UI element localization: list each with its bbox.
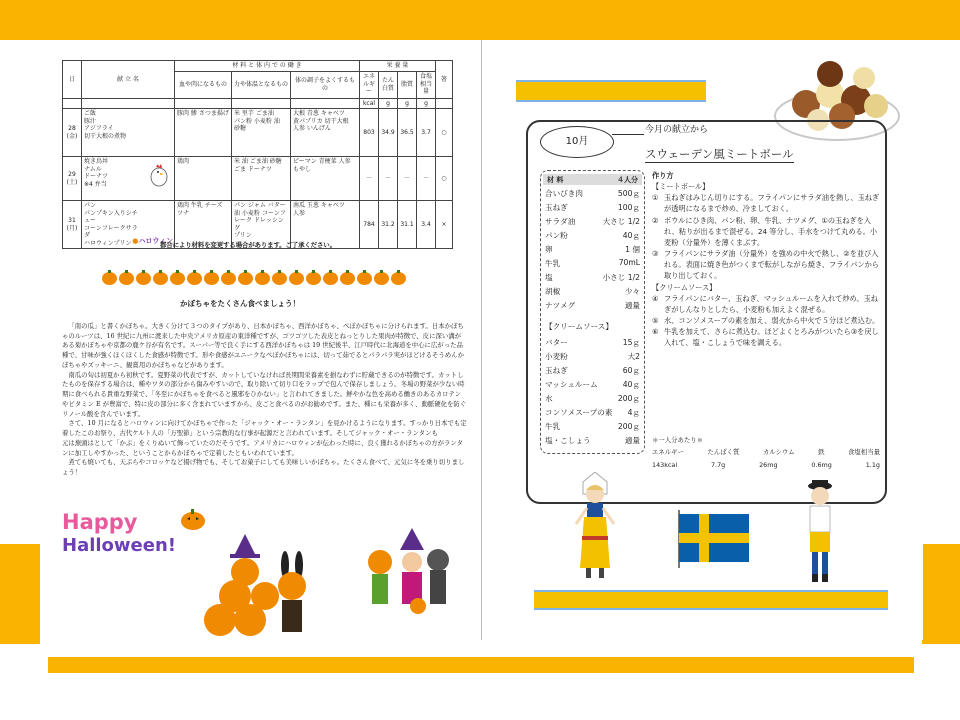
essay-body — [62, 322, 467, 478]
month-badge: 10月 — [540, 126, 614, 158]
bunny-kid — [278, 551, 306, 632]
pumpkin-icon — [180, 508, 206, 530]
essay-paragraph: 「南の瓜」と書くかぼちゃ。大きく分けて３つのタイプがあり、日本かぼちゃ、西洋かぼちゃ、ぺぽかぼちゃに分けられます。日本かぼちゃのルーツは、16 世紀に九州に渡来した中央アメリカ原産の東洋種ですが、ゴツゴツした表皮とねっとりした果肉が特徴で、皮に深い溝がある菊かぼちゃや京都の鹿ケ谷が有名です。スーパー等で良く手にする西洋かぼちゃは 19 世紀後半、江戸時代に北海道を中心に広がった品種で、甘味が強くほくほくした食感が特徴です。形や食感がユニークなぺぽかぼちゃには、切って茹でるとパラパラ実がほどけるそうめんかぼちゃやズッキーニ、観賞用のかぼちゃなどがあります。 — [62, 322, 464, 369]
method-step: ⑤ 水、コンソメスープの素を加え、弱火から中火で５分ほど煮込む。 — [652, 316, 880, 326]
nutrition-info — [652, 435, 880, 469]
method-step: ② ボウルにひき肉、パン粉、卵、牛乳、ナツメグ、①の玉ねぎを入れ、粘りが出るまで混ぜる。24 等分し、手水をつけて丸める。小麦粉（分量外）を薄くまぶす。 — [652, 215, 878, 247]
row-menu: ご飯 豚汁 アジフライ 切干大根の煮物 — [82, 109, 175, 157]
th-protein: たん白質 — [379, 71, 398, 98]
pumpkin-icon — [374, 272, 389, 285]
ingredient-row: ナツメグ 適量 — [545, 301, 640, 310]
pumpkin-icon — [238, 272, 253, 285]
halloween-text: Halloween! — [62, 535, 176, 557]
ingredients-box — [540, 170, 645, 454]
ingredient-row: 小麦粉 大2 — [545, 352, 640, 361]
row-body: 鶏肉 — [175, 157, 232, 201]
th-fat: 脂質 — [398, 71, 417, 98]
pumpkin-icon — [187, 272, 202, 285]
th-ingredients: 材 料 と 体 内 で の 働 き — [175, 61, 360, 72]
row-energy-src: パン ジャム バター 油 小麦粉 コーンフ レーク ドレッシング プリン — [232, 201, 291, 249]
ingredient-row: 玉ねぎ 60ｇ — [545, 366, 640, 375]
method-step: ⑥ 牛乳を加えて、さらに煮込む。ほどよくとろみがついたら③を戻し入れて、塩・こしょうで味を調える。 — [652, 327, 879, 348]
row-salt: 3.7 — [417, 109, 436, 157]
chicken-icon — [148, 163, 170, 187]
row-regulate: ピーマン 青梗菜 人参 もやし — [291, 157, 360, 201]
row-protein: 31.2 — [379, 201, 398, 249]
pumpkin-icon — [306, 272, 321, 285]
connector-line — [612, 134, 644, 135]
row-energy: 803 — [360, 109, 379, 157]
happy-halloween-logo — [62, 510, 176, 557]
pumpkin-icon — [221, 272, 236, 285]
top-band — [0, 0, 960, 40]
servings-label: ４人分 — [617, 175, 638, 184]
unit-g: g — [398, 98, 417, 109]
method-title: 作り方 — [652, 171, 674, 180]
row-body: 鶏肉 牛乳 チーズ ツナ — [175, 201, 232, 249]
row-menu: パン パンプキン入りシチュー コーンフレークサラダ ハロウィンプリン — [84, 202, 138, 247]
row-menu: 焼き鳥丼 ナムル ドーナツ ※4 弁当 — [84, 158, 109, 188]
th-day: 日 — [63, 61, 82, 99]
row-check: ○ — [436, 157, 453, 201]
per-person-label: ＊一人分あたり＊ — [652, 436, 704, 444]
ingredient-row: サラダ油 大さじ 1/2 — [545, 217, 640, 226]
right-band — [922, 544, 960, 644]
method-step: ④ フライパンにバター、玉ねぎ、マッシュルームを入れて炒め、玉ねぎがしんなりとしたら、小麦粉も加えよく混ぜる。 — [652, 293, 878, 314]
method-steps — [652, 170, 880, 349]
happy-text: Happy — [62, 510, 138, 534]
ingredient-row: 胡椒 少々 — [545, 287, 640, 296]
recipe-title: スウェーデン風ミートボール — [645, 147, 794, 161]
row-check: × — [436, 201, 453, 249]
left-page — [40, 40, 481, 640]
th-body: 血や肉になるもの — [175, 71, 232, 98]
kids-group — [368, 528, 449, 614]
ingredient-row: マッシュルーム 40ｇ — [545, 380, 640, 389]
halloween-tag-label: ハロウィン — [138, 237, 173, 246]
row-day: 28 — [68, 125, 76, 132]
pumpkin-pile — [204, 534, 279, 636]
row-day: 29 — [68, 171, 76, 178]
pumpkin-icon — [357, 272, 372, 285]
pumpkin-border — [102, 272, 406, 285]
pumpkin-icon — [204, 272, 219, 285]
meatball-label: 【ミートボール】 — [652, 182, 710, 192]
table-row — [63, 109, 453, 157]
row-protein: 34.9 — [379, 109, 398, 157]
row-energy-src: 米 里芋 ごま油 パン粉 小麦粉 油 砂糖 — [232, 109, 291, 157]
method-step: ③ フライパンにサラダ油（分量外）を強めの中火で熱し、②を並び入れる。表面に焼き色がつくまで転がしながら焼き、フライパンから取り出しておく。 — [652, 249, 879, 281]
th-check: 箸 — [436, 61, 453, 99]
pumpkin-icon — [136, 272, 151, 285]
ingredients-header — [543, 174, 642, 185]
swedish-flag-icon — [679, 514, 749, 562]
th-regulate: 体の調子をよくするもの — [291, 71, 360, 98]
swedish-girl-illustration — [570, 472, 620, 582]
row-salt: 3.4 — [417, 201, 436, 249]
pumpkin-icon — [170, 272, 185, 285]
row-day: 31 — [68, 217, 76, 224]
th-nutrition: 栄 養 量 — [360, 61, 436, 72]
ingredients-header-label: 材 料 — [547, 175, 564, 184]
row-fat: 36.5 — [398, 109, 417, 157]
pumpkin-icon — [289, 272, 304, 285]
row-weekday: (月) — [66, 224, 78, 232]
row-weekday: (土) — [66, 178, 78, 186]
pumpkin-icon — [119, 272, 134, 285]
th-salt: 食塩相当量 — [417, 71, 436, 98]
ingredient-row: バター 15ｇ — [545, 338, 640, 347]
essay-paragraph: 南瓜の旬は初夏から初秋です。夏野菜の代表ですが、カットしていなければ長期間栄養素を損なわずに貯蔵できるのが特徴です。カットしたものを保存する場合は、種やワタの部分から傷みやすいので、取り除いて切り口をラップで包んで保存しましょう。冬場の野菜が少ない時期に食べられる貴重な野菜で、「冬至にかぼちゃを食べると風邪をひかない」と言われてきました。鮮やかな色を高める働きのあるカロテンやビタミン E が豊富で、特に皮の部分に多く含まれていますから、皮ごと食べるのがお勧めです。また、種にも栄養が多く、動脈硬化を防ぐリノール酸を含んでいます。 — [62, 370, 467, 418]
cream-sauce-label: 【クリームソース】 — [545, 322, 613, 331]
nutrition-headers: エネルギー たんぱく質 カルシウム 鉄 食塩相当量 — [652, 448, 880, 456]
row-regulate: 南瓜 玉葱 キャベツ 人参 — [291, 201, 360, 249]
row-regulate: 大根 青葱 キャベツ 黄パプリカ 切干大根 人参 いんげん — [291, 109, 360, 157]
pumpkin-icon — [323, 272, 338, 285]
bottom-band — [48, 657, 914, 673]
row-salt: － — [417, 157, 436, 201]
th-menu-name: 献 立 名 — [82, 61, 175, 99]
ingredient-row: コンソメスープの素 4ｇ — [545, 408, 640, 417]
swedish-boy-illustration — [800, 480, 840, 590]
pumpkin-icon: ● — [132, 237, 139, 246]
ingredient-row: 塩・こしょう 適量 — [545, 436, 640, 445]
row-energy: 784 — [360, 201, 379, 249]
row-weekday: (金) — [66, 132, 78, 140]
unit-g: g — [379, 98, 398, 109]
row-energy-src: 米 油 ごま油 砂糖 ごま ドーナツ — [232, 157, 291, 201]
pumpkin-icon — [102, 272, 117, 285]
ingredient-row: 玉ねぎ 100ｇ — [545, 203, 640, 212]
essay-paragraph: 元は蕪頭はとして「かぶ」をくりぬいて飾っていたのだそうです。アメリカにハロウィンが伝わった時に、良く獲れるかぼちゃの方がランタンに加工しやすかった、ということからかぼちゃで定着したともいわれています。 — [62, 438, 463, 457]
tape-top — [516, 80, 706, 102]
ingredient-row: パン粉 40ｇ — [545, 231, 640, 240]
ingredient-row: 牛乳 200ｇ — [545, 422, 640, 431]
essay-paragraph: 煮ても焼いても、天ぷらやコロッケなど揚げ物でも、そしてお菓子にしても美味しいかぼちゃ。たくさん食べて、元気に冬を乗り切りましょう！ — [62, 458, 465, 477]
th-energy-src: 力や体温となるもの — [232, 71, 291, 98]
tape-bottom — [534, 590, 888, 610]
menu-table — [62, 60, 453, 249]
unit-kcal: kcal — [360, 98, 379, 109]
ingredient-row: 合いびき肉 500ｇ — [545, 189, 640, 198]
table-row — [63, 157, 453, 201]
essay-paragraph: さて、10 月になるとハロウィンに向けてかぼちゃで作った「ジャック・オー・ランタン」を見かけるようになります。すっかり日本でも定着したこのお祭り、古代ケルト人の「万聖節」という宗教的な行事が起源だと言われています。そしてジャック・オー・ランタンも — [62, 419, 467, 438]
halloween-illustration — [190, 520, 450, 640]
row-body: 豚肉 鯵 さつま揚げ — [175, 109, 232, 157]
pumpkin-icon — [272, 272, 287, 285]
pumpkin-icon — [391, 272, 406, 285]
change-notice: 都合により材料を変更する場合があります。ご了承ください。 — [160, 241, 336, 249]
row-fat: 31.1 — [398, 201, 417, 249]
nutrition-values: 143kcal 7.7g 26mg 0.6mg 1.1g — [652, 461, 880, 469]
pumpkin-icon — [255, 272, 270, 285]
row-check: ○ — [436, 109, 453, 157]
essay-heading: かぼちゃをたくさん食べましょう！ — [180, 299, 300, 308]
row-fat: － — [398, 157, 417, 201]
recipe-intro: 今月の献立から — [645, 125, 709, 135]
pumpkin-icon — [340, 272, 355, 285]
ingredient-row: 牛乳 70mL — [545, 258, 640, 268]
ingredient-row: 水 200ｇ — [545, 394, 640, 403]
cream-step-label: 【クリームソース】 — [652, 282, 717, 292]
row-protein: － — [379, 157, 398, 201]
method-step: ① 玉ねぎはみじん切りにする。フライパンにサラダ油を熱し、玉ねぎが透明になるまで炒め、冷ましておく。 — [652, 193, 880, 214]
pumpkin-icon — [153, 272, 168, 285]
th-energy: エネルギー — [360, 71, 379, 98]
unit-g: g — [417, 98, 436, 109]
ingredient-row: 卵 1 個 — [545, 245, 640, 254]
left-band — [0, 544, 40, 644]
ingredient-row: 塩 小さじ 1/2 — [545, 273, 640, 282]
row-energy: － — [360, 157, 379, 201]
right-page — [482, 40, 923, 640]
